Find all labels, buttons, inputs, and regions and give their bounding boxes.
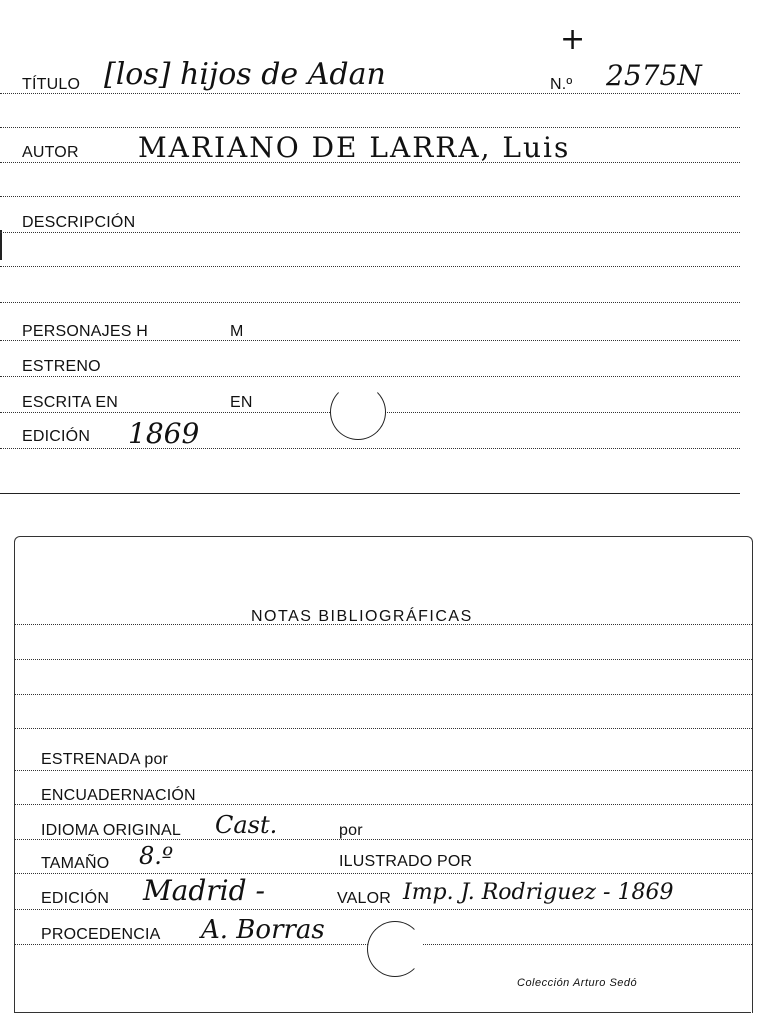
tamano-label: TAMAÑO — [41, 855, 110, 872]
descripcion-label: DESCRIPCIÓN — [22, 214, 136, 231]
bottom-rule — [14, 1012, 751, 1013]
rule-line — [15, 659, 752, 660]
rule-line — [15, 873, 752, 874]
rule-line — [0, 93, 740, 94]
rule-line — [15, 839, 752, 840]
autor-value: MARIANO DE LARRA, Luis — [138, 131, 571, 164]
coleccion-stamp: Colección Arturo Sedó — [517, 977, 638, 989]
rule-line — [0, 162, 740, 163]
procedencia-value: A. Borras — [201, 915, 325, 945]
tamano-value: 8.º — [139, 842, 174, 870]
rule-line — [15, 624, 752, 625]
edicion-label: EDICIÓN — [22, 428, 91, 445]
catalog-card-back — [14, 536, 753, 1013]
ilustrado-label: ILUSTRADO POR — [339, 853, 473, 870]
rule-line — [0, 232, 740, 233]
catalog-card-front — [0, 0, 740, 494]
rule-line — [15, 770, 752, 771]
rule-line — [15, 728, 752, 729]
rule-line — [15, 694, 752, 695]
escrita-label: ESCRITA EN — [22, 394, 118, 411]
rule-line — [0, 196, 740, 197]
procedencia-label: PROCEDENCIA — [41, 926, 161, 943]
edicion-value: 1869 — [128, 417, 200, 450]
idioma-label: IDIOMA ORIGINAL — [41, 822, 181, 839]
punch-hole — [330, 384, 386, 440]
titulo-value: [los] hijos de Adan — [104, 57, 386, 92]
cross-mark: + — [560, 22, 586, 57]
rule-line — [0, 266, 740, 267]
valor-value: Imp. J. Rodriguez - 1869 — [403, 880, 674, 905]
numero-value: 2575N — [606, 59, 702, 92]
estrenada-label: ESTRENADA por — [41, 751, 169, 768]
en-label: EN — [230, 394, 253, 411]
m-label: M — [230, 323, 244, 340]
rule-line — [0, 340, 740, 341]
notas-heading: NOTAS BIBLIOGRÁFICAS — [251, 608, 473, 625]
edicion-label: EDICIÓN — [41, 890, 110, 907]
rule-line — [15, 909, 752, 910]
rule-line — [0, 448, 740, 449]
titulo-label: TÍTULO — [22, 76, 81, 93]
autor-label: AUTOR — [22, 144, 79, 161]
rule-line — [0, 127, 740, 128]
valor-label: VALOR — [337, 890, 392, 907]
personajes-label: PERSONAJES H — [22, 323, 148, 340]
card-edge — [0, 230, 2, 260]
idioma-value: Cast. — [215, 811, 278, 839]
estreno-label: ESTRENO — [22, 358, 101, 375]
numero-label: N.º — [550, 76, 573, 93]
por-label: por — [339, 822, 363, 839]
punch-hole — [367, 921, 423, 977]
rule-line — [15, 804, 752, 805]
rule-line — [0, 376, 740, 377]
rule-line — [0, 302, 740, 303]
edicion-value: Madrid - — [143, 874, 265, 907]
encuadernacion-label: ENCUADERNACIÓN — [41, 787, 196, 804]
